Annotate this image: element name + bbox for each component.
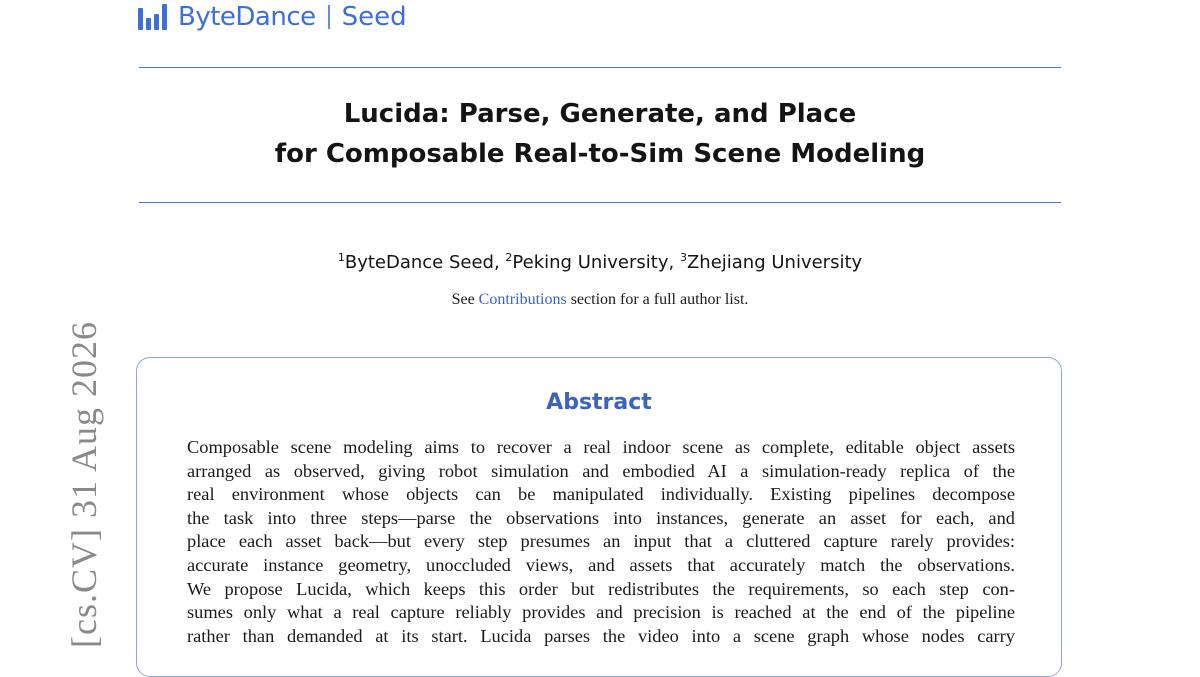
abstract-heading: Abstract bbox=[546, 390, 652, 415]
affiliation-1: ByteDance Seed bbox=[344, 252, 494, 273]
bytedance-seed-logo bbox=[138, 0, 407, 34]
abstract-line: We propose Lucida, which keeps this order but redistributes the requirements, so each step con- bbox=[187, 578, 1015, 599]
abstract-line: rather than demanded at its start. Lucida parses the video into a scene graph whose nodes carry bbox=[187, 625, 1015, 646]
contrib-prefix: See bbox=[451, 291, 475, 308]
abstract-line: place each asset back—but every step presumes an input that a cluttered capture rarely provides: bbox=[187, 531, 1015, 552]
abstract-line: sumes only what a real capture reliably provides and precision is reached at the end of the pipeline bbox=[187, 602, 1015, 623]
brand-name: ByteDance bbox=[178, 2, 316, 32]
abstract-line: accurate instance geometry, unoccluded views, and assets that accurately match the observations. bbox=[187, 554, 1015, 575]
contributions-note bbox=[139, 291, 1061, 309]
title-line-2: for Composable Real-to-Sim Scene Modeling bbox=[274, 139, 926, 169]
paper-title bbox=[139, 94, 1061, 174]
affiliation-sup-3: 3 bbox=[679, 251, 687, 264]
abstract-line: Composable scene modeling aims to recover a real indoor scene as complete, editable object assets bbox=[187, 437, 1015, 457]
top-rule bbox=[139, 67, 1061, 68]
bar-chart-logo-icon bbox=[138, 4, 170, 30]
title-line-1: Lucida: Parse, Generate, and Place bbox=[343, 99, 857, 129]
bottom-rule bbox=[139, 202, 1061, 203]
affiliation-2: Peking University bbox=[512, 252, 669, 273]
affiliation-sup-2: 2 bbox=[505, 251, 513, 264]
affiliation-sup-1: 1 bbox=[337, 251, 345, 264]
affiliation-3: Zhejiang University bbox=[686, 252, 863, 273]
abstract-line: arranged as observed, giving robot simulation and embodied AI a simulation-ready replica of the bbox=[187, 460, 1015, 481]
sub-brand-name: Seed bbox=[341, 2, 407, 32]
contrib-suffix: section for a full author list. bbox=[570, 291, 749, 308]
abstract-box bbox=[136, 357, 1062, 677]
abstract-line: real environment whose objects can be manipulated individually. Existing pipelines decompose bbox=[187, 484, 1015, 505]
abstract-line: the task into three steps—parse the observations into instances, generate an asset for each, and bbox=[187, 507, 1015, 528]
affiliations: $^1$ByteDance Seed, $^2$Peking University, $^3$Zhejiang University bbox=[337, 251, 863, 273]
contributions-link[interactable]: Contributions bbox=[478, 291, 567, 308]
abstract-body bbox=[187, 436, 1015, 648]
logo-divider bbox=[328, 5, 330, 29]
arxiv-side-stamp: [cs.CV] 31 Aug 2026 bbox=[64, 321, 104, 648]
